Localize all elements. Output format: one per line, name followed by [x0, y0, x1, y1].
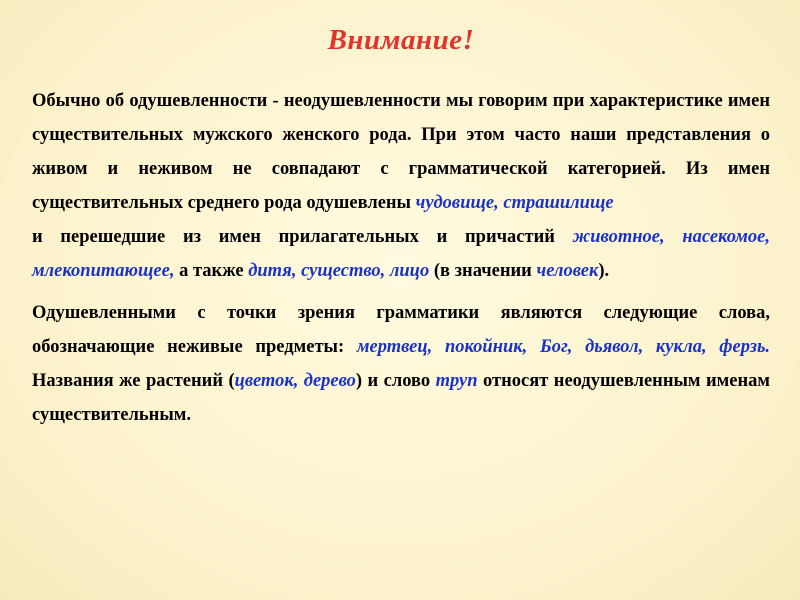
paragraph-1-continued [32, 220, 770, 288]
example-word: покойник, [444, 337, 528, 357]
example-word: ферзь. [719, 337, 771, 357]
paragraph-1-text-c: а также [179, 261, 244, 281]
slide [32, 20, 770, 590]
example-word: цветок, дерево [234, 371, 356, 391]
example-word: Бог, [539, 337, 573, 357]
example-word: страшилище [503, 193, 614, 213]
paragraph-1-text-b: и перешедшие из имен прилагательных и причастий [32, 227, 573, 247]
paragraph-2-text-d: относят неодушевленным именам существительным. [32, 371, 770, 425]
example-word: человек [536, 261, 599, 281]
paragraph-2-text-a: Одушевленными с точки зрения грамматики являются следующие слова, обозначающие неживые предметы: [32, 303, 770, 357]
example-word: кукла, [655, 337, 707, 357]
example-word: труп [435, 371, 478, 391]
example-word: дьявол, [585, 337, 644, 357]
example-word: существо, [301, 261, 386, 281]
paragraph-1-text-e: ). [598, 261, 610, 281]
paragraph-2 [32, 296, 770, 432]
example-word: животное, [572, 227, 665, 247]
example-word: мертвец, [356, 337, 433, 357]
paragraph-1-text-a: Обычно об одушевленности - неодушевленности мы говорим при характеристике имен существительных мужского женского рода. При этом часто наши представления о живом и неживом не совпадают с грамматической категорией. Из имен существительных среднего рода одушевлены [32, 91, 770, 213]
example-word: дитя, [248, 261, 297, 281]
paragraph-1 [32, 84, 770, 220]
paragraph-2-text-c: ) и слово [355, 371, 436, 391]
example-word: млекопитающее, [32, 261, 175, 281]
slide-title: Внимание! [327, 24, 475, 56]
example-word: чудовище, [415, 193, 499, 213]
example-word: насекомое, [682, 227, 771, 247]
paragraph-2-text-b: Названия же растений ( [32, 371, 235, 391]
example-word: лицо [389, 261, 430, 281]
paragraph-1-text-d: (в значении [429, 261, 537, 281]
